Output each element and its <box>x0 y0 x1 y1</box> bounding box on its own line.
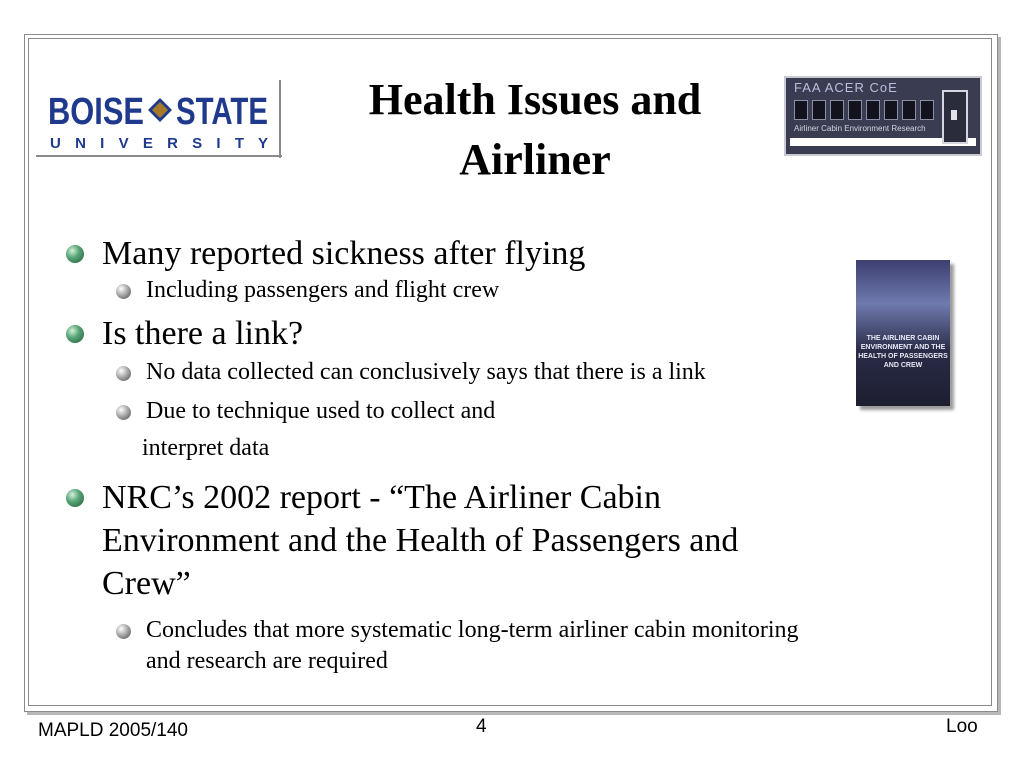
slide-title-line1: Health Issues and <box>368 75 702 124</box>
faa-logo-title: FAA ACER CoE <box>794 80 898 95</box>
sub-bullet-text: No data collected can conclusively says that there is a link <box>146 359 706 385</box>
sub-bullet-text: Due to technique used to collect and <box>146 398 496 424</box>
gray-bullet-icon <box>116 405 131 420</box>
sub-bullet-continuation: interpret data <box>142 435 270 461</box>
bsu-word-boise: BOISE <box>48 91 144 133</box>
faa-acer-logo <box>784 76 982 156</box>
bullet-item <box>60 232 980 275</box>
sub-bullet-item <box>60 396 980 427</box>
footer-page-number: 4 <box>476 716 487 737</box>
gray-bullet-icon <box>116 284 131 299</box>
boise-state-logo <box>36 80 282 158</box>
bullet-text-line: Crew” <box>102 565 191 602</box>
footer-conference: MAPLD 2005/140 <box>38 720 188 741</box>
sub-bullet-item <box>60 615 980 677</box>
bullet-text-line: Environment and the Health of Passengers and <box>102 522 739 559</box>
faa-logo-subtitle: Airliner Cabin Environment Research <box>794 124 926 133</box>
sub-bullet-text: Including passengers and flight crew <box>146 277 500 303</box>
bullet-text: Many reported sickness after flying <box>102 235 586 272</box>
bullet-item <box>60 476 980 605</box>
slide-title-line2: Airliner <box>459 135 611 184</box>
bullet-text: Is there a link? <box>102 315 304 352</box>
bsu-word-state: STATE <box>176 91 268 133</box>
green-bullet-icon <box>66 245 84 263</box>
sub-bullet-text-line: Concludes that more systematic long-term airliner cabin monitoring <box>146 617 799 643</box>
gray-bullet-icon <box>116 366 131 381</box>
bullet-text-line: NRC’s 2002 report - “The Airliner Cabin <box>102 479 662 516</box>
footer-author: Loo <box>946 716 978 737</box>
faa-logo-windows <box>794 100 934 120</box>
faa-logo-door-icon <box>942 90 968 144</box>
slide-body <box>60 232 980 677</box>
green-bullet-icon <box>66 325 84 343</box>
report-cover-text: THE AIRLINER CABIN ENVIRONMENT AND THE HEALTH OF PASSENGERS AND CREW <box>858 335 948 369</box>
slide-title <box>300 70 770 190</box>
bullet-item <box>60 312 980 355</box>
sub-bullet-text-line: and research are required <box>146 648 388 674</box>
gray-bullet-icon <box>116 624 131 639</box>
bsu-word-university: U N I V E R S I T Y <box>50 135 268 152</box>
green-bullet-icon <box>66 489 84 507</box>
sub-bullet-item <box>60 275 980 306</box>
sub-bullet-item <box>60 357 980 388</box>
